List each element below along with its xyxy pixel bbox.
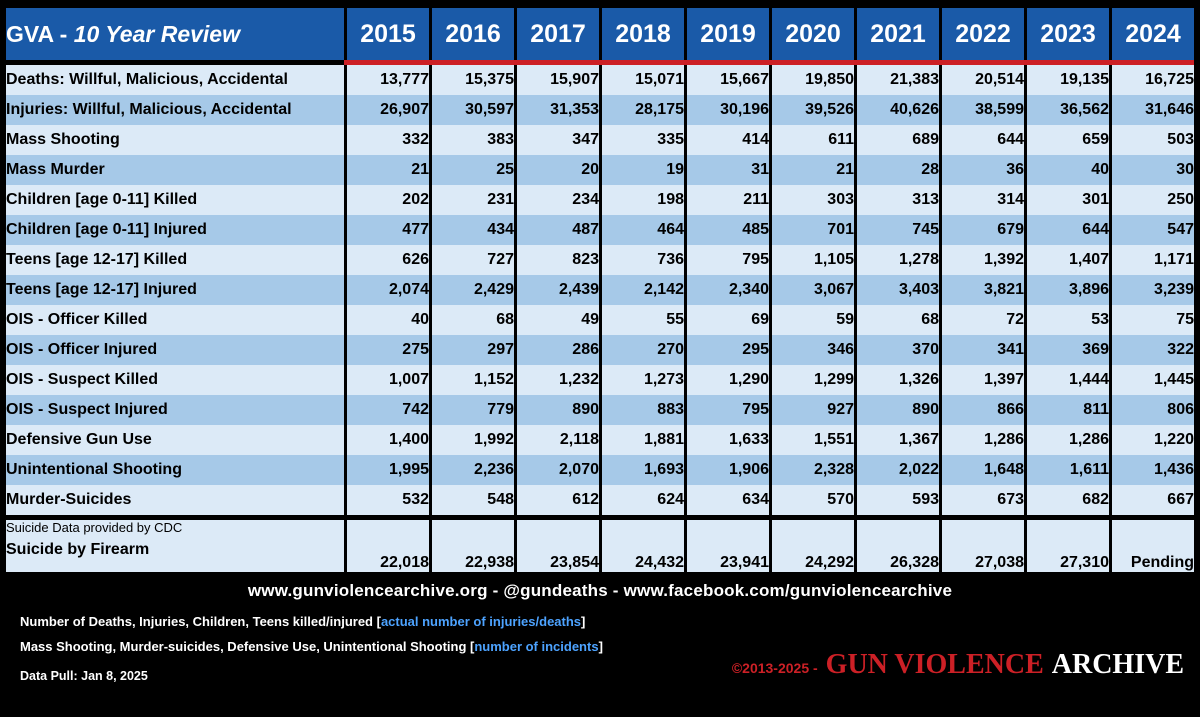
brand-gun-violence: GUN VIOLENCE — [825, 649, 1044, 680]
data-cell: 570 — [769, 485, 854, 515]
data-cell: 13,777 — [344, 65, 429, 95]
data-cell: 673 — [939, 485, 1024, 515]
data-cell: 701 — [769, 215, 854, 245]
table-row — [6, 95, 1194, 125]
table-row — [6, 365, 1194, 395]
data-cell: 69 — [684, 305, 769, 335]
data-cell: 297 — [429, 335, 514, 365]
row-label: OIS - Officer Injured — [6, 335, 344, 365]
data-cell: 28 — [854, 155, 939, 185]
data-cell: 624 — [599, 485, 684, 515]
data-cell: 20 — [514, 155, 599, 185]
data-cell: 811 — [1024, 395, 1109, 425]
data-cell: 866 — [939, 395, 1024, 425]
row-label: Injuries: Willful, Malicious, Accidental — [6, 95, 344, 125]
suicide-value: Pending — [1109, 520, 1194, 572]
data-cell: 1,407 — [1024, 245, 1109, 275]
suicide-label-cell — [6, 520, 344, 572]
table-row — [6, 215, 1194, 245]
data-cell: 59 — [769, 305, 854, 335]
data-cell: 503 — [1109, 125, 1194, 155]
data-cell: 322 — [1109, 335, 1194, 365]
data-cell: 55 — [599, 305, 684, 335]
data-cell: 30,196 — [684, 95, 769, 125]
table-row — [6, 455, 1194, 485]
suicide-row-label: Suicide by Firearm — [6, 541, 150, 558]
data-cell: 341 — [939, 335, 1024, 365]
data-cell: 736 — [599, 245, 684, 275]
data-cell: 28,175 — [599, 95, 684, 125]
data-cell: 1,299 — [769, 365, 854, 395]
suicide-value: 24,292 — [769, 520, 854, 572]
data-cell: 39,526 — [769, 95, 854, 125]
data-cell: 795 — [684, 245, 769, 275]
data-cell: 38,599 — [939, 95, 1024, 125]
data-cell: 19 — [599, 155, 684, 185]
data-cell: 332 — [344, 125, 429, 155]
data-cell: 36 — [939, 155, 1024, 185]
column-header-year: 2021 — [854, 8, 939, 60]
data-cell: 303 — [769, 185, 854, 215]
data-cell: 313 — [854, 185, 939, 215]
data-cell: 25 — [429, 155, 514, 185]
data-cell: 72 — [939, 305, 1024, 335]
row-label: Murder-Suicides — [6, 485, 344, 515]
data-cell: 15,375 — [429, 65, 514, 95]
column-header-year: 2019 — [684, 8, 769, 60]
data-cell: 3,239 — [1109, 275, 1194, 305]
legend-note-1 — [12, 609, 1188, 634]
data-cell: 890 — [514, 395, 599, 425]
column-header-year: 2023 — [1024, 8, 1109, 60]
data-cell: 40 — [344, 305, 429, 335]
data-cell: 745 — [854, 215, 939, 245]
footer-notes — [6, 572, 1194, 683]
legend-note-1-text: Number of Deaths, Injuries, Children, Teens killed/injured [ — [20, 614, 381, 629]
data-cell: 1,995 — [344, 455, 429, 485]
data-cell: 644 — [939, 125, 1024, 155]
data-cell: 1,286 — [1024, 425, 1109, 455]
row-label: Children [age 0-11] Killed — [6, 185, 344, 215]
data-cell: 26,907 — [344, 95, 429, 125]
data-cell: 1,444 — [1024, 365, 1109, 395]
data-cell: 202 — [344, 185, 429, 215]
page-title — [6, 8, 344, 60]
data-cell: 31,646 — [1109, 95, 1194, 125]
data-cell: 198 — [599, 185, 684, 215]
data-cell: 2,340 — [684, 275, 769, 305]
website-line: www.gunviolencearchive.org - @gundeaths - www.facebook.com/gunviolencearchive — [247, 581, 953, 600]
data-cell: 477 — [344, 215, 429, 245]
row-label: OIS - Officer Killed — [6, 305, 344, 335]
data-cell: 1,286 — [939, 425, 1024, 455]
table-row — [6, 65, 1194, 95]
table-row — [6, 425, 1194, 455]
data-cell: 547 — [1109, 215, 1194, 245]
column-header-year: 2024 — [1109, 8, 1194, 60]
title-bold: GVA - — [6, 20, 68, 47]
data-cell: 1,367 — [854, 425, 939, 455]
data-cell: 2,328 — [769, 455, 854, 485]
data-cell: 1,220 — [1109, 425, 1194, 455]
data-cell: 1,436 — [1109, 455, 1194, 485]
table-row — [6, 395, 1194, 425]
data-cell: 2,439 — [514, 275, 599, 305]
data-cell: 15,907 — [514, 65, 599, 95]
row-label: Unintentional Shooting — [6, 455, 344, 485]
data-cell: 68 — [854, 305, 939, 335]
data-cell: 275 — [344, 335, 429, 365]
data-cell: 301 — [1024, 185, 1109, 215]
suicide-value: 26,328 — [854, 520, 939, 572]
data-cell: 593 — [854, 485, 939, 515]
suicide-value: 23,854 — [514, 520, 599, 572]
legend-note-2-text: Mass Shooting, Murder-suicides, Defensive Use, Unintentional Shooting [ — [20, 639, 475, 654]
suicide-value: 24,432 — [599, 520, 684, 572]
data-cell: 806 — [1109, 395, 1194, 425]
data-cell: 3,821 — [939, 275, 1024, 305]
column-header-year: 2016 — [429, 8, 514, 60]
row-label: Teens [age 12-17] Injured — [6, 275, 344, 305]
brand-archive: ARCHIVE — [1051, 649, 1184, 680]
data-cell: 250 — [1109, 185, 1194, 215]
data-cell: 548 — [429, 485, 514, 515]
data-cell: 347 — [514, 125, 599, 155]
data-cell: 1,551 — [769, 425, 854, 455]
table-row — [6, 275, 1194, 305]
data-cell: 1,278 — [854, 245, 939, 275]
data-cell: 2,236 — [429, 455, 514, 485]
data-cell: 1,397 — [939, 365, 1024, 395]
data-cell: 667 — [1109, 485, 1194, 515]
column-header-year: 2022 — [939, 8, 1024, 60]
row-label: Deaths: Willful, Malicious, Accidental — [6, 65, 344, 95]
data-cell: 823 — [514, 245, 599, 275]
data-cell: 727 — [429, 245, 514, 275]
data-cell: 487 — [514, 215, 599, 245]
data-cell: 434 — [429, 215, 514, 245]
table-row — [6, 155, 1194, 185]
suicide-value: 27,038 — [939, 520, 1024, 572]
data-cell: 679 — [939, 215, 1024, 245]
data-cell: 369 — [1024, 335, 1109, 365]
table-row — [6, 335, 1194, 365]
data-cell: 15,667 — [684, 65, 769, 95]
data-cell: 464 — [599, 215, 684, 245]
column-header-year: 2020 — [769, 8, 854, 60]
column-header-year: 2017 — [514, 8, 599, 60]
table-body — [6, 65, 1194, 515]
data-cell: 295 — [684, 335, 769, 365]
data-cell: 16,725 — [1109, 65, 1194, 95]
data-cell: 31 — [684, 155, 769, 185]
data-cell: 1,992 — [429, 425, 514, 455]
data-cell: 3,403 — [854, 275, 939, 305]
data-cell: 21,383 — [854, 65, 939, 95]
data-cell: 1,105 — [769, 245, 854, 275]
data-cell: 689 — [854, 125, 939, 155]
data-cell: 1,648 — [939, 455, 1024, 485]
row-label: Children [age 0-11] Injured — [6, 215, 344, 245]
suicide-value: 22,938 — [429, 520, 514, 572]
data-cell: 3,896 — [1024, 275, 1109, 305]
data-cell: 1,400 — [344, 425, 429, 455]
data-cell: 890 — [854, 395, 939, 425]
data-cell: 19,135 — [1024, 65, 1109, 95]
column-header-year: 2015 — [344, 8, 429, 60]
data-cell: 21 — [769, 155, 854, 185]
row-label: Mass Shooting — [6, 125, 344, 155]
table-row — [6, 305, 1194, 335]
data-cell: 1,326 — [854, 365, 939, 395]
data-pull-date: Data Pull: Jan 8, 2025 — [20, 669, 148, 683]
suicide-value: 27,310 — [1024, 520, 1109, 572]
data-cell: 2,022 — [854, 455, 939, 485]
data-cell: 231 — [429, 185, 514, 215]
data-cell: 1,392 — [939, 245, 1024, 275]
data-cell: 611 — [769, 125, 854, 155]
row-label: OIS - Suspect Killed — [6, 365, 344, 395]
data-cell: 346 — [769, 335, 854, 365]
legend-note-1-highlight: actual number of injuries/deaths — [380, 614, 582, 629]
data-cell: 314 — [939, 185, 1024, 215]
data-cell: 3,067 — [769, 275, 854, 305]
data-cell: 2,429 — [429, 275, 514, 305]
data-cell: 49 — [514, 305, 599, 335]
brand-logo — [732, 649, 1184, 681]
data-cell: 1,611 — [1024, 455, 1109, 485]
data-cell: 1,290 — [684, 365, 769, 395]
legend-note-2-close: ] — [598, 639, 603, 654]
suicide-row — [6, 520, 1194, 572]
data-cell: 1,693 — [599, 455, 684, 485]
data-cell: 30 — [1109, 155, 1194, 185]
data-cell: 532 — [344, 485, 429, 515]
data-cell: 2,142 — [599, 275, 684, 305]
suicide-source-note: Suicide Data provided by CDC — [6, 520, 183, 535]
row-label: Teens [age 12-17] Killed — [6, 245, 344, 275]
data-cell: 36,562 — [1024, 95, 1109, 125]
data-cell: 53 — [1024, 305, 1109, 335]
data-cell: 485 — [684, 215, 769, 245]
row-label: Defensive Gun Use — [6, 425, 344, 455]
data-cell: 414 — [684, 125, 769, 155]
data-cell: 883 — [599, 395, 684, 425]
data-cell: 234 — [514, 185, 599, 215]
data-cell: 2,118 — [514, 425, 599, 455]
data-cell: 2,070 — [514, 455, 599, 485]
data-cell: 211 — [684, 185, 769, 215]
data-cell: 1,633 — [684, 425, 769, 455]
table-header-row — [6, 8, 1194, 60]
data-cell: 1,273 — [599, 365, 684, 395]
data-cell: 626 — [344, 245, 429, 275]
suicide-value: 23,941 — [684, 520, 769, 572]
data-cell: 795 — [684, 395, 769, 425]
data-cell: 1,007 — [344, 365, 429, 395]
data-cell: 1,152 — [429, 365, 514, 395]
table-row — [6, 125, 1194, 155]
data-cell: 1,881 — [599, 425, 684, 455]
data-cell: 68 — [429, 305, 514, 335]
table-row — [6, 185, 1194, 215]
data-cell: 634 — [684, 485, 769, 515]
data-cell: 2,074 — [344, 275, 429, 305]
title-italic: 10 Year Review — [73, 20, 240, 47]
data-cell: 31,353 — [514, 95, 599, 125]
table-row — [6, 245, 1194, 275]
data-cell: 927 — [769, 395, 854, 425]
legend-note-1-close: ] — [581, 614, 586, 629]
data-cell: 21 — [344, 155, 429, 185]
data-cell: 659 — [1024, 125, 1109, 155]
row-label: Mass Murder — [6, 155, 344, 185]
legend-note-2-highlight: number of incidents — [474, 639, 599, 654]
data-cell: 335 — [599, 125, 684, 155]
data-cell: 15,071 — [599, 65, 684, 95]
data-cell: 20,514 — [939, 65, 1024, 95]
data-cell: 270 — [599, 335, 684, 365]
data-cell: 644 — [1024, 215, 1109, 245]
data-cell: 1,232 — [514, 365, 599, 395]
copyright-text: ©2013-2025 - — [731, 660, 818, 676]
data-cell: 75 — [1109, 305, 1194, 335]
row-label: OIS - Suspect Injured — [6, 395, 344, 425]
data-cell: 383 — [429, 125, 514, 155]
data-cell: 286 — [514, 335, 599, 365]
data-cell: 612 — [514, 485, 599, 515]
table-row — [6, 485, 1194, 515]
data-cell: 40,626 — [854, 95, 939, 125]
data-cell: 682 — [1024, 485, 1109, 515]
data-cell: 779 — [429, 395, 514, 425]
data-cell: 19,850 — [769, 65, 854, 95]
data-cell: 30,597 — [429, 95, 514, 125]
data-cell: 742 — [344, 395, 429, 425]
suicide-value: 22,018 — [344, 520, 429, 572]
data-cell: 370 — [854, 335, 939, 365]
column-header-year: 2018 — [599, 8, 684, 60]
data-cell: 1,171 — [1109, 245, 1194, 275]
data-cell: 1,445 — [1109, 365, 1194, 395]
data-cell: 1,906 — [684, 455, 769, 485]
gva-data-table — [6, 8, 1194, 572]
data-cell: 40 — [1024, 155, 1109, 185]
